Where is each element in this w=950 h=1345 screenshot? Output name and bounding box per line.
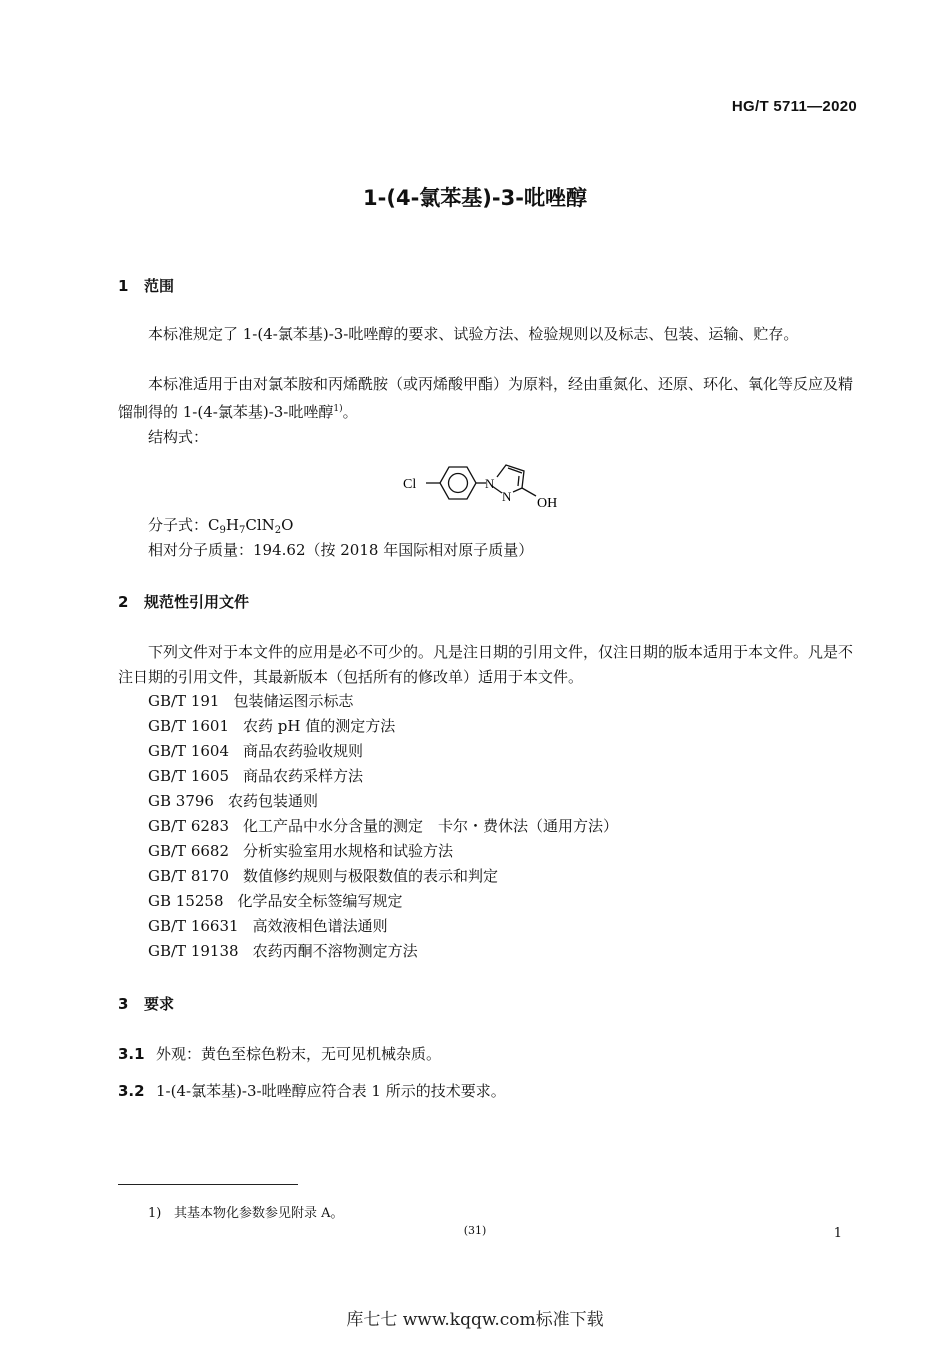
- scope-paragraph-2-end: 。: [342, 403, 358, 421]
- reference-code: GB 3796: [148, 792, 214, 810]
- n1-atom-label: N: [485, 476, 495, 491]
- reference-item: [148, 764, 363, 789]
- reference-item: [148, 839, 453, 864]
- reference-title: 农药包装通则: [227, 792, 318, 810]
- formula-c-count: 9: [219, 525, 226, 536]
- footnote-mark: 1): [148, 1206, 162, 1221]
- footnote-text: 其基本物化参数参见附录 A。: [174, 1206, 344, 1221]
- page-number: 1: [833, 1226, 842, 1241]
- clause-number: 3.2: [118, 1082, 145, 1100]
- clause-number: 3.1: [118, 1045, 145, 1063]
- reference-title: 商品农药采样方法: [243, 767, 364, 785]
- standard-number: HG/T 5711—2020: [731, 98, 857, 115]
- formula-c: C: [208, 516, 220, 534]
- footnote-divider: [118, 1184, 298, 1185]
- reference-item: [148, 789, 318, 814]
- normative-refs-intro: 下列文件对于本文件的应用是必不可少的。凡是注日期的引用文件，仅注日期的版本适用于本文件。凡是不注日期的引用文件，其最新版本（包括所有的修改单）适用于本文件。: [118, 643, 854, 686]
- section-3-heading: [118, 993, 174, 1014]
- section-2-heading: [118, 591, 249, 612]
- reference-item: [148, 739, 363, 764]
- reference-code: GB/T 1605: [148, 767, 230, 785]
- scope-paragraph-2: [118, 372, 858, 425]
- reference-code: GB/T 191: [148, 692, 220, 710]
- reference-title: 数值修约规则与极限数值的表示和判定: [243, 867, 499, 885]
- reference-code: GB/T 1604: [148, 742, 230, 760]
- formula-o: O: [281, 516, 294, 534]
- reference-title: 商品农药验收规则: [243, 742, 364, 760]
- reference-item: [148, 939, 418, 964]
- reference-item: [148, 889, 403, 914]
- scope-paragraph-1: 本标准规定了 1-(4-氯苯基)-3-吡唑醇的要求、试验方法、检验规则以及标志、包装、运输、贮存。: [148, 325, 799, 343]
- section-number: 1: [118, 277, 129, 295]
- reference-code: GB/T 19138: [148, 942, 239, 960]
- inner-page-number: (31): [463, 1224, 487, 1237]
- reference-item: [148, 814, 618, 839]
- section-title: 规范性引用文件: [144, 593, 250, 611]
- reference-title: 化学品安全标签编写规定: [237, 892, 403, 910]
- cl-atom-label: Cl: [403, 477, 417, 492]
- clause-3-2: [118, 1080, 506, 1101]
- c-oh-bond: [522, 488, 536, 496]
- reference-code: GB 15258: [148, 892, 224, 910]
- section-title: 要求: [144, 995, 175, 1013]
- watermark: 库七七 www.kqqw.com标准下载: [346, 1310, 604, 1330]
- reference-title: 化工产品中水分含量的测定 卡尔・费休法（通用方法）: [243, 817, 619, 835]
- formula-h: H: [225, 516, 239, 534]
- section-number: 2: [118, 593, 129, 611]
- reference-title: 分析实验室用水规格和试验方法: [243, 842, 454, 860]
- molecular-formula: [148, 514, 293, 536]
- document-title: 1-(4-氯苯基)-3-吡唑醇: [363, 186, 587, 210]
- reference-code: GB/T 1601: [148, 717, 230, 735]
- benzene-ring: [440, 467, 476, 499]
- structure-label: 结构式：: [148, 428, 209, 446]
- structural-formula: [400, 452, 570, 514]
- clause-text: 1-(4-氯苯基)-3-吡唑醇应符合表 1 所示的技术要求。: [156, 1082, 506, 1100]
- benzene-aromatic-circle: [449, 474, 468, 493]
- reference-code: GB/T 6682: [148, 842, 230, 860]
- n2-atom-label: N: [502, 489, 512, 504]
- reference-title: 包装储运图示标志: [233, 692, 354, 710]
- molecular-formula-label: 分子式：: [148, 516, 209, 534]
- section-1-heading: [118, 275, 174, 296]
- reference-code: GB/T 6283: [148, 817, 230, 835]
- oh-group-label: OH: [537, 496, 558, 511]
- formula-h-count: 7: [238, 525, 246, 536]
- footnote-reference: 1): [333, 404, 343, 414]
- clause-3-1: [118, 1043, 441, 1064]
- reference-item: [148, 689, 353, 714]
- clause-text: 外观：黄色至棕色粉末，无可见机械杂质。: [156, 1045, 442, 1063]
- formula-n-count: 2: [274, 525, 282, 536]
- reference-item: [148, 914, 388, 939]
- section-title: 范围: [144, 277, 175, 295]
- reference-code: GB/T 8170: [148, 867, 230, 885]
- molecular-mass: 相对分子质量：194.62（按 2018 年国际相对原子质量）: [148, 541, 534, 559]
- reference-item: [148, 864, 498, 889]
- formula-n: N: [261, 516, 275, 534]
- formula-cl: Cl: [245, 516, 262, 534]
- reference-code: GB/T 16631: [148, 917, 239, 935]
- footnote: [148, 1202, 344, 1221]
- reference-item: [148, 714, 395, 739]
- reference-title: 农药丙酮不溶物测定方法: [252, 942, 418, 960]
- reference-title: 高效液相色谱法通则: [252, 917, 388, 935]
- pyrazole-double-bond-2: [518, 476, 519, 486]
- pyrazole-double-bond-1: [508, 468, 522, 473]
- reference-title: 农药 pH 值的测定方法: [243, 717, 396, 735]
- section-number: 3: [118, 995, 129, 1013]
- scope-paragraph-2-text: 本标准适用于由对氯苯胺和丙烯酰胺（或丙烯酸甲酯）为原料，经由重氮化、还原、环化、氧化等反应及精馏制得的 1-(4-氯苯基)-3-吡唑醇: [118, 375, 854, 421]
